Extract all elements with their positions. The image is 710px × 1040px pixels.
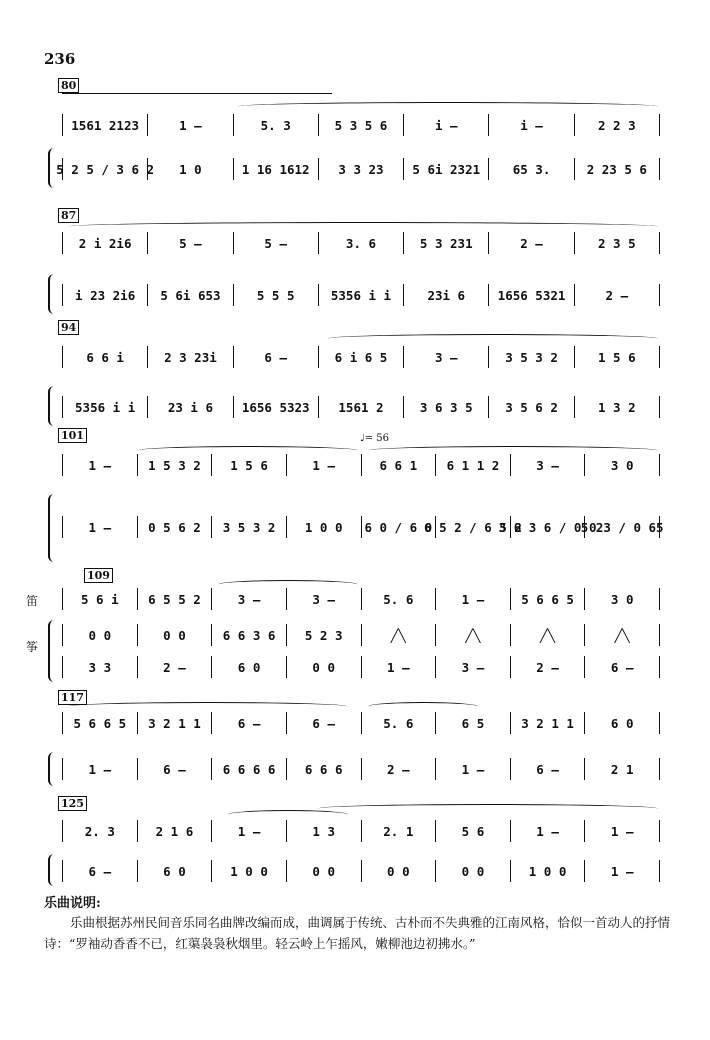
measure: 2 3 5 <box>575 232 660 254</box>
measure: 3 0 <box>585 454 660 476</box>
measure: 2 – <box>138 656 213 678</box>
measure: 5356 i i <box>319 284 404 306</box>
slur <box>68 702 348 711</box>
measure: 3 5 3 2 <box>489 346 574 368</box>
system-80 <box>58 78 660 190</box>
measure: 6 5 2 / 6 5 2 <box>436 516 511 538</box>
measure: 3 3 23 <box>319 158 404 180</box>
measure: 6 – <box>62 860 138 882</box>
measure: 6 – <box>287 712 362 734</box>
brace <box>48 854 58 886</box>
slur <box>318 804 658 813</box>
measure: 1656 5323 <box>234 396 319 418</box>
measure: 1 – <box>436 588 511 610</box>
measure: 6 1 1 2 <box>436 454 511 476</box>
zheng-lower-staff <box>62 656 660 678</box>
measure: 3. 6 <box>319 232 404 254</box>
measure: 6 0 / 6 0 <box>362 516 437 538</box>
brace <box>48 274 58 314</box>
brace <box>48 386 58 426</box>
upper-staff <box>62 114 660 136</box>
measure: 1 3 2 <box>575 396 660 418</box>
brace <box>48 620 58 682</box>
measure: 3 – <box>436 656 511 678</box>
measure: 6 – <box>585 656 660 678</box>
flute-label: 笛 <box>26 594 39 608</box>
measure: 5 6 i <box>62 588 138 610</box>
measure: 5 6 6 5 <box>511 588 586 610</box>
system-109 <box>26 568 660 686</box>
measure: 6 – <box>212 712 287 734</box>
measure: 0 0 <box>287 656 362 678</box>
measure: 2. 3 <box>62 820 138 842</box>
measure: 23 i 6 <box>148 396 233 418</box>
measure: 3 – <box>212 588 287 610</box>
measure: 5 6 <box>436 820 511 842</box>
measure: 5. 6 <box>362 588 437 610</box>
measure: ╱╲ <box>511 624 586 646</box>
measure: 5 6i 653 <box>148 284 233 306</box>
measure: 3 2 1 1 <box>138 712 213 734</box>
measure: 1 5 3 2 <box>138 454 213 476</box>
measure: 1 – <box>362 656 437 678</box>
measure: 1 – <box>62 758 138 780</box>
measure-number: 87 <box>58 208 79 223</box>
system-125 <box>58 796 660 890</box>
measure: 1561 2123 <box>62 114 148 136</box>
measure: 1 – <box>62 454 138 476</box>
measure: 1 – <box>585 860 660 882</box>
page-number: 236 <box>44 50 76 68</box>
measure-number: 117 <box>58 690 87 705</box>
brace <box>48 752 58 786</box>
flute-staff <box>62 588 660 610</box>
measure: 2. 1 <box>362 820 437 842</box>
measure: 1 0 <box>148 158 233 180</box>
measure: 5 3 231 <box>404 232 489 254</box>
measure: 5 23 / 0 65 <box>585 516 660 538</box>
measure: 2 2 3 <box>575 114 660 136</box>
measure: 5 3 5 6 <box>319 114 404 136</box>
measure: 3 – <box>404 346 489 368</box>
system-101 <box>58 428 664 568</box>
measure: 2 i 2i6 <box>62 232 148 254</box>
upper-staff <box>62 454 660 476</box>
slur <box>238 102 658 111</box>
slur <box>68 222 658 231</box>
measure: 3 5 6 2 <box>489 396 574 418</box>
measure: 5 6 6 5 <box>62 712 138 734</box>
measure: 1 3 <box>287 820 362 842</box>
measure: 1 16 1612 <box>234 158 319 180</box>
zheng-label: 筝 <box>26 640 39 654</box>
measure: 5 2 3 <box>287 624 362 646</box>
measure: 6 0 <box>138 860 213 882</box>
brace <box>48 494 58 562</box>
measure: 0 0 <box>138 624 213 646</box>
measure: ╱╲ <box>436 624 511 646</box>
measure: 6 – <box>511 758 586 780</box>
measure: 0 0 <box>362 860 437 882</box>
measure: 3 6 3 5 <box>404 396 489 418</box>
measure: 3 6 3 6 / 0 0 <box>511 516 586 538</box>
measure: i 23 2i6 <box>62 284 148 306</box>
measure: 1 – <box>148 114 233 136</box>
measure: 2 3 23i <box>148 346 233 368</box>
measure: 23i 6 <box>404 284 489 306</box>
measure: 6 0 <box>585 712 660 734</box>
slur <box>328 334 658 343</box>
measure: 5. 6 <box>362 712 437 734</box>
measure: 1 – <box>62 516 138 538</box>
measure: 3 – <box>287 588 362 610</box>
measure: ╱╲ <box>362 624 437 646</box>
measure: ╱╲ <box>585 624 660 646</box>
measure: 1 – <box>212 820 287 842</box>
lower-staff <box>62 284 660 306</box>
zheng-upper-staff <box>62 624 660 646</box>
system-87 <box>58 208 660 318</box>
measure: 5 – <box>234 232 319 254</box>
measure: 6 6 6 6 <box>212 758 287 780</box>
measure: 1 0 0 <box>212 860 287 882</box>
measure-number: 94 <box>58 320 79 335</box>
measure-number: 80 <box>58 78 79 93</box>
measure: 3 0 <box>585 588 660 610</box>
measure: 2 – <box>489 232 574 254</box>
measure: 6 – <box>138 758 213 780</box>
measure: 3 5 3 2 <box>212 516 287 538</box>
lower-staff <box>62 516 664 538</box>
measure: 6 5 <box>436 712 511 734</box>
measure: 6 i 6 5 <box>319 346 404 368</box>
measure: 0 0 <box>287 860 362 882</box>
measure: 6 5 5 2 <box>138 588 213 610</box>
measure: 2 – <box>575 284 660 306</box>
measure: 0 0 <box>62 624 138 646</box>
tempo-mark: ♩= 56 <box>360 433 389 444</box>
measure: 1561 2 <box>319 396 404 418</box>
explanation-text: 乐曲根据苏州民间音乐同名曲牌改编而成，曲调属于传统、古朴而不失典雅的江南风格，恰似一首动人的抒情诗：“罗袖动香香不已，红蕖袅袅秋烟里。轻云岭上乍摇风，嫩柳池边初拂水。” <box>44 915 671 951</box>
measure: 5 2 5 / 3 6 2 <box>62 158 148 180</box>
measure: 1 – <box>436 758 511 780</box>
system-117 <box>58 690 660 790</box>
measure: 0 0 <box>436 860 511 882</box>
upper-staff <box>62 232 660 254</box>
measure: 1 – <box>287 454 362 476</box>
upper-staff <box>62 820 660 842</box>
measure: 2 – <box>362 758 437 780</box>
lower-staff <box>62 860 660 882</box>
measure: 6 6 3 6 <box>212 624 287 646</box>
measure: 6 0 <box>212 656 287 678</box>
measure: 65 3. <box>489 158 574 180</box>
measure: 1 0 0 <box>511 860 586 882</box>
measure: i – <box>404 114 489 136</box>
measure: 5 – <box>148 232 233 254</box>
upper-staff <box>62 346 660 368</box>
measure: 2 1 6 <box>138 820 213 842</box>
lower-staff <box>56 158 660 180</box>
measure: 5356 i i <box>62 396 148 418</box>
measure: 2 1 <box>585 758 660 780</box>
measure: 1656 5321 <box>489 284 574 306</box>
measure: 2 – <box>511 656 586 678</box>
measure: 0 5 6 2 <box>138 516 213 538</box>
measure: 6 6 1 <box>362 454 437 476</box>
lower-staff <box>62 396 660 418</box>
slur <box>368 702 478 711</box>
measure: 1 – <box>511 820 586 842</box>
system-94 <box>58 320 660 430</box>
measure: 6 – <box>234 346 319 368</box>
measure: 5 5 5 <box>234 284 319 306</box>
measure: 3 – <box>511 454 586 476</box>
measure: 1 5 6 <box>575 346 660 368</box>
measure-number: 101 <box>58 428 87 443</box>
measure: i – <box>489 114 574 136</box>
measure-number: 125 <box>58 796 87 811</box>
upper-staff <box>62 712 660 734</box>
measure: 5 6i 2321 <box>404 158 489 180</box>
explanation-title: 乐曲说明: <box>44 896 101 911</box>
measure: 1 – <box>585 820 660 842</box>
measure: 5. 3 <box>234 114 319 136</box>
measure: 6 6 i <box>62 346 148 368</box>
measure: 1 0 0 <box>287 516 362 538</box>
measure: 6 6 6 <box>287 758 362 780</box>
measure: 3 3 <box>62 656 138 678</box>
measure: 2 23 5 6 <box>575 158 660 180</box>
measure: 3 2 1 1 <box>511 712 586 734</box>
lower-staff <box>62 758 660 780</box>
measure-number: 109 <box>84 568 113 583</box>
measure: 1 5 6 <box>212 454 287 476</box>
